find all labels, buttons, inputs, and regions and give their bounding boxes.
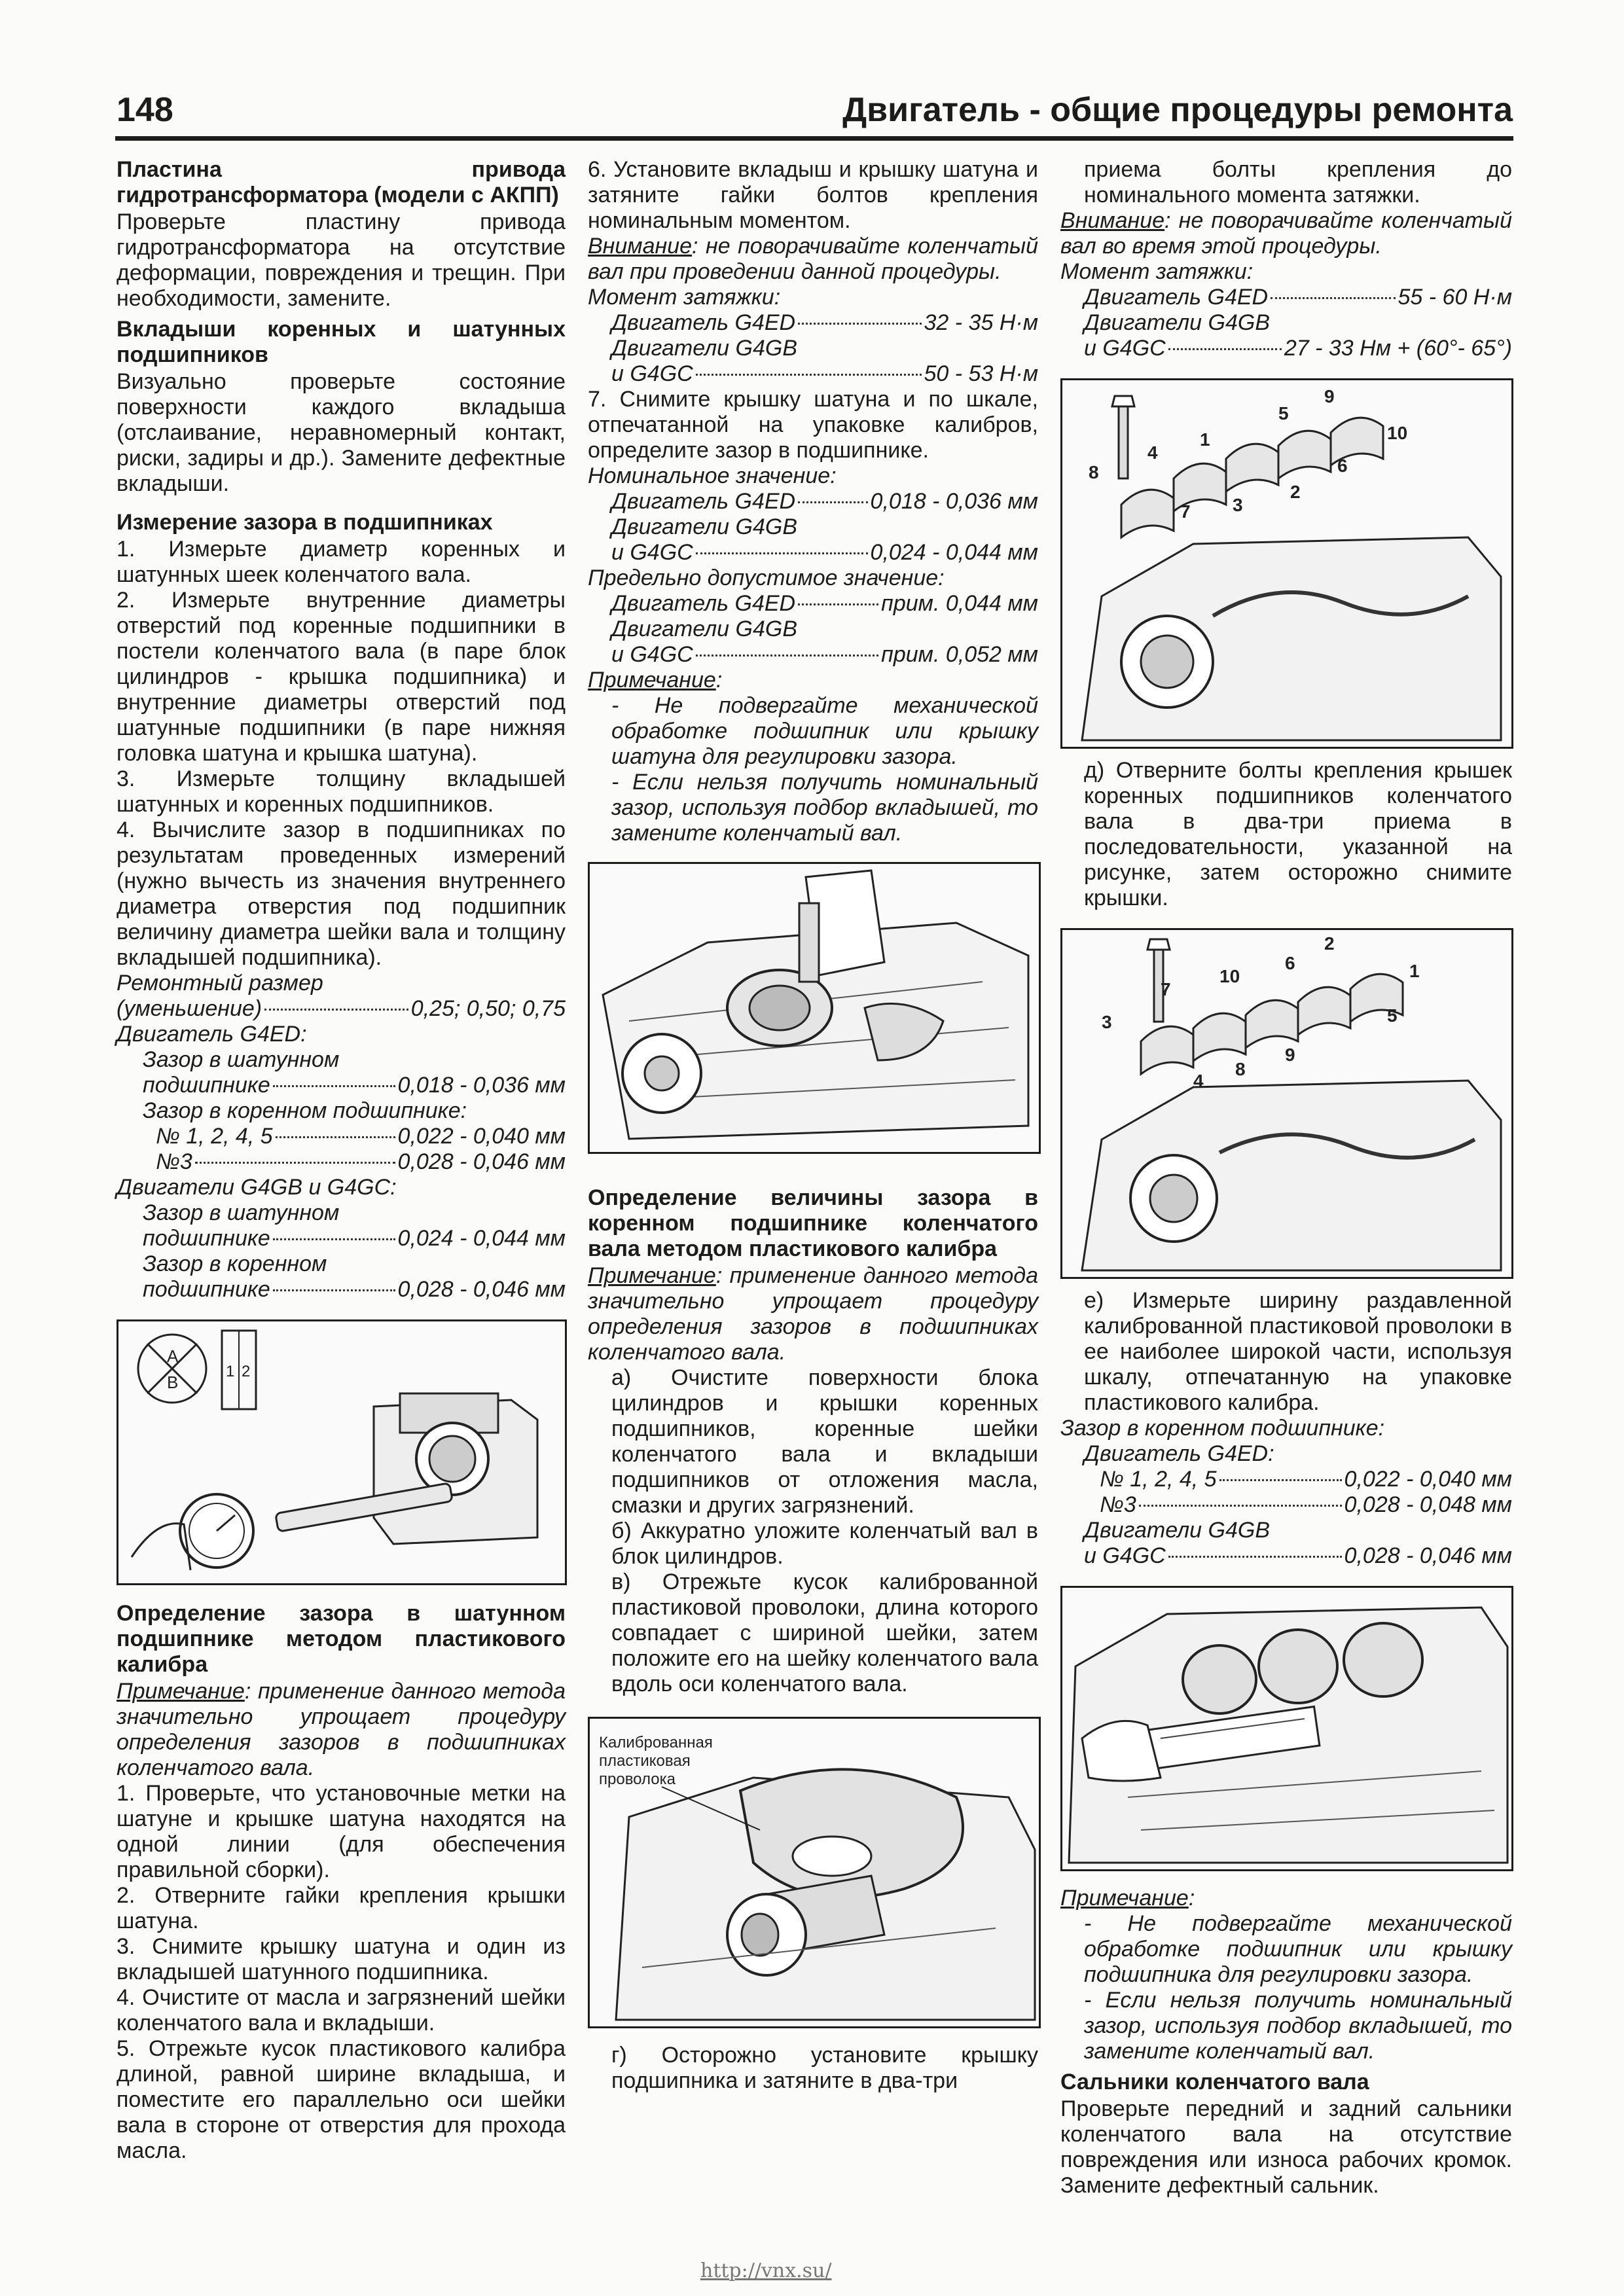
step: 2. Измерьте внутренние диаметры отверстий под коренные подшипники в постели коленчатого вала (в паре блок цилиндров - крышка подшипника) и внутренние диаметры отверстий под шатунные подшипники (в паре нижняя головка шатуна и крышка шатуна). (117, 588, 566, 766)
step: 7. Снимите крышку шатуна и по шкале, отпечатанной на упаковке калибров, определите зазор в подшипнике. (588, 387, 1038, 463)
page-title: Двигатель - общие процедуры ремонта (842, 91, 1513, 129)
step: д) Отверните болты крепления крышек коренных подшипников коленчатого вала в два-три приема в последовательности, указанной на рисунке, затем осторожно снимите крышки. (1084, 758, 1512, 910)
spec-row: № 1, 2, 4, 5 0,022 - 0,040 мм (156, 1124, 566, 1149)
spec-row: подшипнике 0,024 - 0,044 мм (143, 1226, 566, 1251)
step: 3. Измерьте толщину вкладышей шатунных и коренных подшипников. (117, 766, 566, 817)
cap-num: 8 (1235, 1059, 1246, 1079)
label-1: 1 (226, 1363, 235, 1380)
section-title-converter-plate: Пластина привода гидротрансформатора (модели с АКПП) (117, 157, 566, 207)
fig-label: Калиброванная (599, 1734, 713, 1751)
step: а) Очистите поверхности блока цилиндров и крышки коренных подшипников, коренные шейки коленчатого вала и вкладыши подшипников от отложения масла, смазки и других загрязнений. (611, 1365, 1038, 1518)
paragraph: Визуально проверьте состояние поверхности каждого вкладыша (отслаивание, неравномерный контакт, риски, задиры и др.). Замените дефектные вкладыши. (117, 369, 566, 496)
spec-label: Зазор в шатунном (143, 1047, 340, 1072)
warning-label: Внимание (1060, 208, 1165, 233)
step: 4. Очистите от масла и загрязнений шейки коленчатого вала и вкладыши. (117, 1985, 566, 2036)
spec-row: и G4GC 0,024 - 0,044 мм (611, 540, 1038, 565)
label-b: B (167, 1372, 179, 1392)
note-label: Примечание (1060, 1886, 1189, 1910)
spec-label: Двигатели G4GB (611, 514, 798, 539)
spec-row: (уменьшение) 0,25; 0,50; 0,75 (117, 996, 566, 1021)
label-a: A (167, 1346, 179, 1366)
spec-label: Предельно допустимое значение: (588, 565, 945, 590)
figure-bore-gauge (117, 1319, 567, 1585)
spec-row: № 1, 2, 4, 5 0,022 - 0,040 мм (1100, 1467, 1512, 1492)
step: г) Осторожно установите крышку подшипника и затяните в два-три (611, 2043, 1038, 2093)
note-item: - Если нельзя получить номинальный зазор, используя подбор вкладышей, то замените коленчатый вал. (1084, 1988, 1512, 2064)
column-2: 6. Установите вкладыш и крышку шатуна и затяните гайки болтов крепления номинальным моментом. Внимание: не поворачивайте коленчатый вал при проведении данной процедуры. Момент затяжки: Двигатель G4ED 32 - 35 Н·м Двигатели G4GB и G4GC 50 - 53 Н·м 7. Снимите крышку шатуна и по шкале, отпечатанной на упаковке калибров, определите зазор в подшипнике. Номинальное значение: Двигатель G4ED 0,018 - 0,036 мм Двигатели G4GB и G4GC 0,024 - 0,044 мм Предельно допустимое значение: Двигатель G4ED прим. 0,044 мм Двигатели G4GB и G4GC прим. 0,052 мм Примечание: - Не подвергайте механической обработке подшипник или крышку шатуна для регулировки зазора. - Если нельзя получить номинальный зазор, используя подбор вкладышей, то замените коленчатый вал. Определение величины зазора в коренном подшипнике коленчатого вала методом пластикового калибра Примечание: применение данного метода значительно упрощает процедуру определения зазоров в подшипниках коленчатого вала. а) Очистите поверхности блока цилиндров и крышки коренных подшипников, коренные шейки коленчатого вала и вкладыши подшипников от отложения масла, смазки и других загрязнений. б) Аккуратно уложите коленчатый вал в блок цилиндров. в) Отрежьте кусок калиброванной пластиковой проволоки, длина которого совпадает с шириной шейки, затем положите его на шейку коленчатого вала вдоль оси коленчатого вала. Калиброванная пластиковая проволока г) Осторожно установите крышку подшипника и затяните в два-три (588, 157, 1038, 2094)
spec-label: Зазор в коренном подшипнике: (143, 1098, 467, 1123)
cap-num: 4 (1147, 442, 1158, 463)
spec-label: Двигатель G4ED: (117, 1022, 307, 1047)
section-title-rod-plastigage: Определение зазора в шатунном подшипнике методом пластикового калибра (117, 1601, 566, 1677)
spec-label: Зазор в коренном (143, 1251, 327, 1276)
spec-label: Ремонтный размер (117, 971, 323, 996)
section-title-main-plastigage: Определение величины зазора в коренном подшипнике коленчатого вала методом пластикового калибра (588, 1185, 1038, 1261)
spec-label: Момент затяжки: (588, 285, 781, 310)
spec-row: подшипнике 0,028 - 0,046 мм (143, 1277, 566, 1302)
figure-plastigage-on-journal (588, 1717, 1041, 2028)
cap-num: 2 (1290, 482, 1301, 502)
warning-text: : не поворачивайте коленчатый вал во время этой процедуры. (1060, 208, 1512, 259)
spec-row: и G4GC 50 - 53 Н·м (611, 361, 1038, 386)
cap-num: 10 (1387, 423, 1408, 443)
fig-label: пластиковая (599, 1752, 691, 1770)
note-item: - Не подвергайте механической обработке подшипник или крышку подшипника для регулировки зазора. (1084, 1911, 1512, 1987)
note-label: Примечание (117, 1679, 245, 1704)
spec-row: Двигатель G4ED прим. 0,044 мм (611, 591, 1038, 616)
cap-num: 2 (1324, 933, 1335, 954)
spec-label: Зазор в коренном подшипнике: (1060, 1416, 1385, 1441)
step: 1. Проверьте, что установочные метки на шатуне и крышке шатуна находятся на одной линии (для обеспечения правильной сборки). (117, 1781, 566, 1882)
step: 5. Отрежьте кусок пластикового калибра длиной, равной ширине вкладыша, и поместите его параллельно оси шейки вала в стороне от отверстия для прохода масла. (117, 2036, 566, 2163)
figure-rod-cap-plastigage (588, 862, 1041, 1154)
cap-num: 9 (1324, 386, 1335, 406)
step: 4. Вычислите зазор в подшипниках по результатам проведенных измерений (нужно вычесть из значения внутреннего диаметра отверстия под подшипник величину диаметра шейки вала и толщину вкладышей подшипника). (117, 817, 566, 970)
spec-label: Зазор в шатунном (143, 1200, 340, 1225)
step: 1. Измерьте диаметр коренных и шатунных шеек коленчатого вала. (117, 537, 566, 587)
note-item: - Если нельзя получить номинальный зазор, используя подбор вкладышей, то замените коленчатый вал. (611, 770, 1038, 846)
cap-num: 1 (1409, 961, 1420, 981)
cap-num: 5 (1387, 1005, 1398, 1026)
step: приема болты крепления до номинального момента затяжки. (1084, 157, 1512, 207)
cap-num: 3 (1233, 495, 1243, 515)
cap-num: 5 (1278, 403, 1289, 423)
cap-num: 1 (1200, 429, 1210, 450)
spec-row: Двигатель G4ED 0,018 - 0,036 мм (611, 489, 1038, 514)
warning-label: Внимание (588, 234, 693, 259)
warning-text: : не поворачивайте коленчатый вал при проведении данной процедуры. (588, 234, 1038, 284)
note-label: Примечание (588, 1263, 716, 1288)
header-rule (115, 136, 1513, 141)
note-item: - Не подвергайте механической обработке подшипник или крышку шатуна для регулировки зазора. (611, 693, 1038, 769)
step: 3. Снимите крышку шатуна и один из вкладышей шатунного подшипника. (117, 1934, 566, 1984)
cap-num: 6 (1337, 456, 1348, 476)
note-text: : применение данного метода значительно упрощает процедуру определения зазоров в подшипниках коленчатого вала. (117, 1679, 566, 1780)
paragraph: Проверьте передний и задний сальники коленчатого вала на отсутствие повреждения или износа рабочих кромок. Замените дефектный сальник. (1060, 2096, 1512, 2198)
section-title-clearance-measure: Измерение зазора в подшипниках (117, 510, 493, 535)
spec-label: Двигатель G4ED: (1084, 1441, 1274, 1466)
spec-label: Двигатели G4GB (1084, 1518, 1271, 1543)
label-2: 2 (242, 1363, 251, 1380)
column-3: приема болты крепления до номинального момента затяжки. Внимание: не поворачивайте коленчатый вал во время этой процедуры. Момент затяжки: Двигатель G4ED 55 - 60 Н·м Двигатели G4GB и G4GC 27 - 33 Нм + (60°- 65°) 1 2 3 4 5 6 7 8 9 10 д) Отверните болты крепления крышек коренных подшипников коленчатого вала в два-три приема в последовательности, указанной на рисунке, затем осторожно снимите крышки. 1 2 3 4 5 6 7 8 9 10 е) Измерьте ширину раздавленной калиброванной пластиковой проволоки в ее наиболее широкой части, используя шкалу, отпечатанную на упаковке пластикового калибра. Зазор в коренном подшипнике: Двигатель G4ED: № 1, 2, 4, 5 0,022 - 0,040 мм №3 0,028 - 0,048 мм Двигатели G4GB и G4GC 0,028 - 0,046 мм Примечание: - Не подвергайте механической обработке подшипник или крышку подшипника для регулировки зазора. - Если нельзя получить номинальный зазор, используя подбор вкладышей, то замените коленчатый вал. Сальники коленчатого вала Проверьте передний и задний сальники коленчатого вала на отсутствие повреждения или износа рабочих кромок. Замените дефектный сальник. (1060, 157, 1512, 2198)
cap-num: 8 (1089, 462, 1099, 482)
figure-cap-order-install (1060, 378, 1513, 749)
step: в) Отрежьте кусок калиброванной пластиковой проволоки, длина которого совпадает с шириной шейки, затем положите его на шейку коленчатого вала вдоль оси коленчатого вала. (611, 1570, 1038, 1696)
spec-label: Двигатели G4GB (611, 336, 798, 361)
page-number: 148 (117, 91, 173, 129)
spec-row: №3 0,028 - 0,046 мм (156, 1149, 566, 1174)
note-label: Примечание (588, 668, 716, 692)
spec-label: Двигатели G4GB (611, 617, 798, 641)
column-1 (117, 157, 566, 2164)
figure-measure-plastigage (1060, 1586, 1513, 1871)
cap-num: 7 (1161, 979, 1171, 999)
spec-label: Номинальное значение: (588, 463, 837, 488)
spec-label: Двигатели G4GB и G4GC: (117, 1175, 397, 1200)
spec-row: и G4GC прим. 0,052 мм (611, 642, 1038, 667)
figure-cap-order-remove (1060, 928, 1513, 1279)
section-title-bearing-shells: Вкладыши коренных и шатунных подшипников (117, 317, 566, 367)
step: 2. Отверните гайки крепления крышки шатуна. (117, 1883, 566, 1933)
paragraph: Проверьте пластину привода гидротрансформатора на отсутствие деформации, повреждения и трещин. При необходимости, замените. (117, 209, 566, 311)
note-text: : применение данного метода значительно упрощает процедуру определения зазоров в подшипниках коленчатого вала. (588, 1263, 1038, 1365)
spec-row: №3 0,028 - 0,048 мм (1100, 1492, 1512, 1517)
spec-label: Двигатели G4GB (1084, 310, 1271, 335)
spec-row: и G4GC 0,028 - 0,046 мм (1084, 1543, 1512, 1568)
cap-num: 4 (1193, 1071, 1204, 1091)
footer-url[interactable]: http://vnx.su/ (700, 2259, 832, 2282)
step: е) Измерьте ширину раздавленной калиброванной пластиковой проволоки в ее наиболее широкой части, используя шкалу, отпечатанную на упаковке пластикового калибра. (1084, 1288, 1512, 1415)
spec-row: Двигатель G4ED 55 - 60 Н·м (1084, 285, 1512, 310)
fig-label: проволока (599, 1770, 676, 1788)
spec-label: Момент затяжки: (1060, 259, 1254, 284)
section-title-oil-seals: Сальники коленчатого вала (1060, 2070, 1369, 2094)
cap-num: 9 (1285, 1045, 1295, 1065)
spec-row: и G4GC 27 - 33 Нм + (60°- 65°) (1084, 336, 1512, 361)
cap-num: 7 (1180, 501, 1191, 522)
spec-row: подшипнике 0,018 - 0,036 мм (143, 1073, 566, 1098)
step: 6. Установите вкладыш и крышку шатуна и затяните гайки болтов крепления номинальным моментом. (588, 157, 1038, 233)
spec-row: Двигатель G4ED 32 - 35 Н·м (611, 310, 1038, 335)
cap-num: 3 (1102, 1012, 1112, 1032)
cap-num: 6 (1285, 953, 1295, 973)
cap-num: 10 (1219, 966, 1240, 986)
step: б) Аккуратно уложите коленчатый вал в блок цилиндров. (611, 1518, 1038, 1569)
